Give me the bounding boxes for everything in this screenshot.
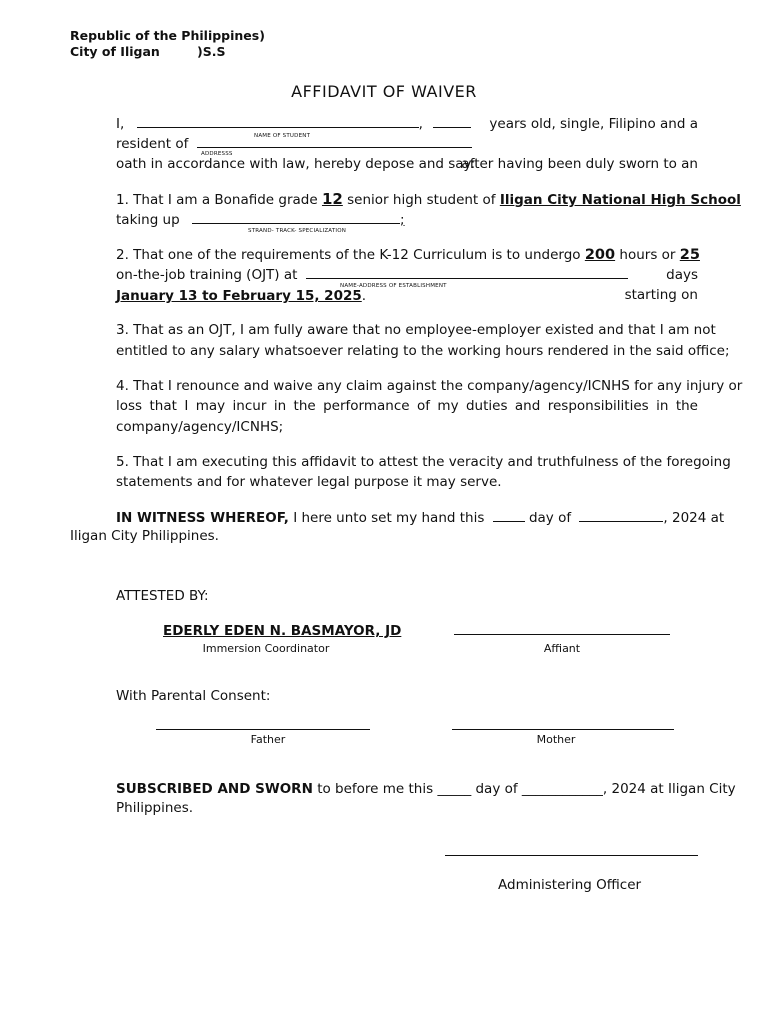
coordinator-role: Immersion Coordinator	[202, 642, 330, 655]
attested-by-label: ATTESTED BY:	[116, 588, 209, 604]
p4-line-3: company/agency/ICNHS;	[116, 419, 284, 435]
witness-line-1: IN WITNESS WHEREOF, I here unto set my hand this day of , 2024 at	[116, 510, 725, 526]
p2-line-1: 2. That one of the requirements of the K-12 Curriculum is to undergo 200 hours or 25 days	[116, 247, 700, 283]
intro-oath: oath in accordance with law, hereby depose and say:	[116, 156, 476, 172]
days-value: 25	[679, 247, 700, 263]
header-ss: )S.S	[197, 44, 226, 59]
hours-value: 200	[584, 247, 616, 263]
mother-signature-line[interactable]	[452, 729, 674, 730]
intro-years-old: years old, single, Filipino and a	[489, 116, 698, 132]
document-title: AFFIDAVIT OF WAIVER	[291, 82, 477, 101]
affiant-label: Affiant	[543, 642, 581, 655]
p5-line-1: 5. That I am executing this affidavit to attest the veracity and truthfulness of the foregoing	[116, 454, 731, 470]
intro-after-sworn: after having been duly sworn to an	[461, 156, 698, 172]
affiant-signature-line[interactable]	[454, 634, 670, 635]
p1-line-2: taking up ;	[116, 212, 405, 228]
p5-line-2: statements and for whatever legal purpose it may serve.	[116, 474, 502, 490]
p3-line-1: 3. That as an OJT, I am fully aware that no employee-employer existed and that I am not	[116, 322, 716, 338]
p1-line-1: 1. That I am a Bonafide grade 12 senior high student of Iligan City National High School	[116, 190, 741, 208]
intro-i: I,	[116, 116, 125, 132]
student-name-field[interactable]	[137, 115, 419, 128]
address-caption: ADDRESSS	[201, 151, 233, 157]
strand-field[interactable]	[192, 211, 400, 224]
ojt-dates: January 13 to February 15, 2025	[116, 288, 362, 304]
header-republic: Republic of the Philippines)	[70, 28, 265, 43]
establishment-field[interactable]	[306, 266, 628, 279]
parental-consent-label: With Parental Consent:	[116, 688, 271, 704]
subscribed-line-2: Philippines.	[116, 800, 194, 816]
intro-resident-of: resident of	[116, 136, 189, 152]
father-label: Father	[250, 733, 286, 746]
age-field[interactable]	[433, 115, 471, 128]
officer-signature-line[interactable]	[445, 855, 698, 856]
officer-label: Administering Officer	[498, 877, 642, 893]
p2-line-2: on-the-job training (OJT) at starting on	[116, 267, 698, 303]
p4-line-1: 4. That I renounce and waive any claim against the company/agency/ICNHS for any injury or	[116, 378, 743, 394]
establishment-caption: NAME-ADDRESS OF ESTABLISHMENT	[340, 283, 447, 289]
p4-line-2: loss that I may incur in the performance of my duties and responsibilities in the	[116, 398, 698, 414]
address-field[interactable]	[197, 135, 472, 148]
witness-month-field[interactable]	[579, 509, 663, 522]
header-city: City of Iligan	[70, 44, 160, 59]
p2-line-3: January 13 to February 15, 2025.	[116, 288, 367, 304]
father-signature-line[interactable]	[156, 729, 370, 730]
witness-day-field[interactable]	[493, 509, 525, 522]
strand-caption: STRAND- TRACK- SPECIALIZATION	[248, 228, 347, 234]
coordinator-name: EDERLY EDEN N. BASMAYOR, JD	[163, 623, 402, 639]
name-caption: NAME OF STUDENT	[254, 133, 311, 139]
witness-line-2: Iligan City Philippines.	[70, 528, 219, 544]
subscribed-line-1: SUBSCRIBED AND SWORN to before me this _____ day of ____________, 2024 at Iligan City	[116, 781, 736, 797]
p3-line-2: entitled to any salary whatsoever relating to the working hours rendered in the said office;	[116, 343, 730, 359]
mother-label: Mother	[536, 733, 576, 746]
grade-value: 12	[321, 190, 343, 208]
school-name: Iligan City National High School	[499, 192, 741, 208]
intro-line-1: I, , years old, single, Filipino and a	[116, 116, 698, 132]
